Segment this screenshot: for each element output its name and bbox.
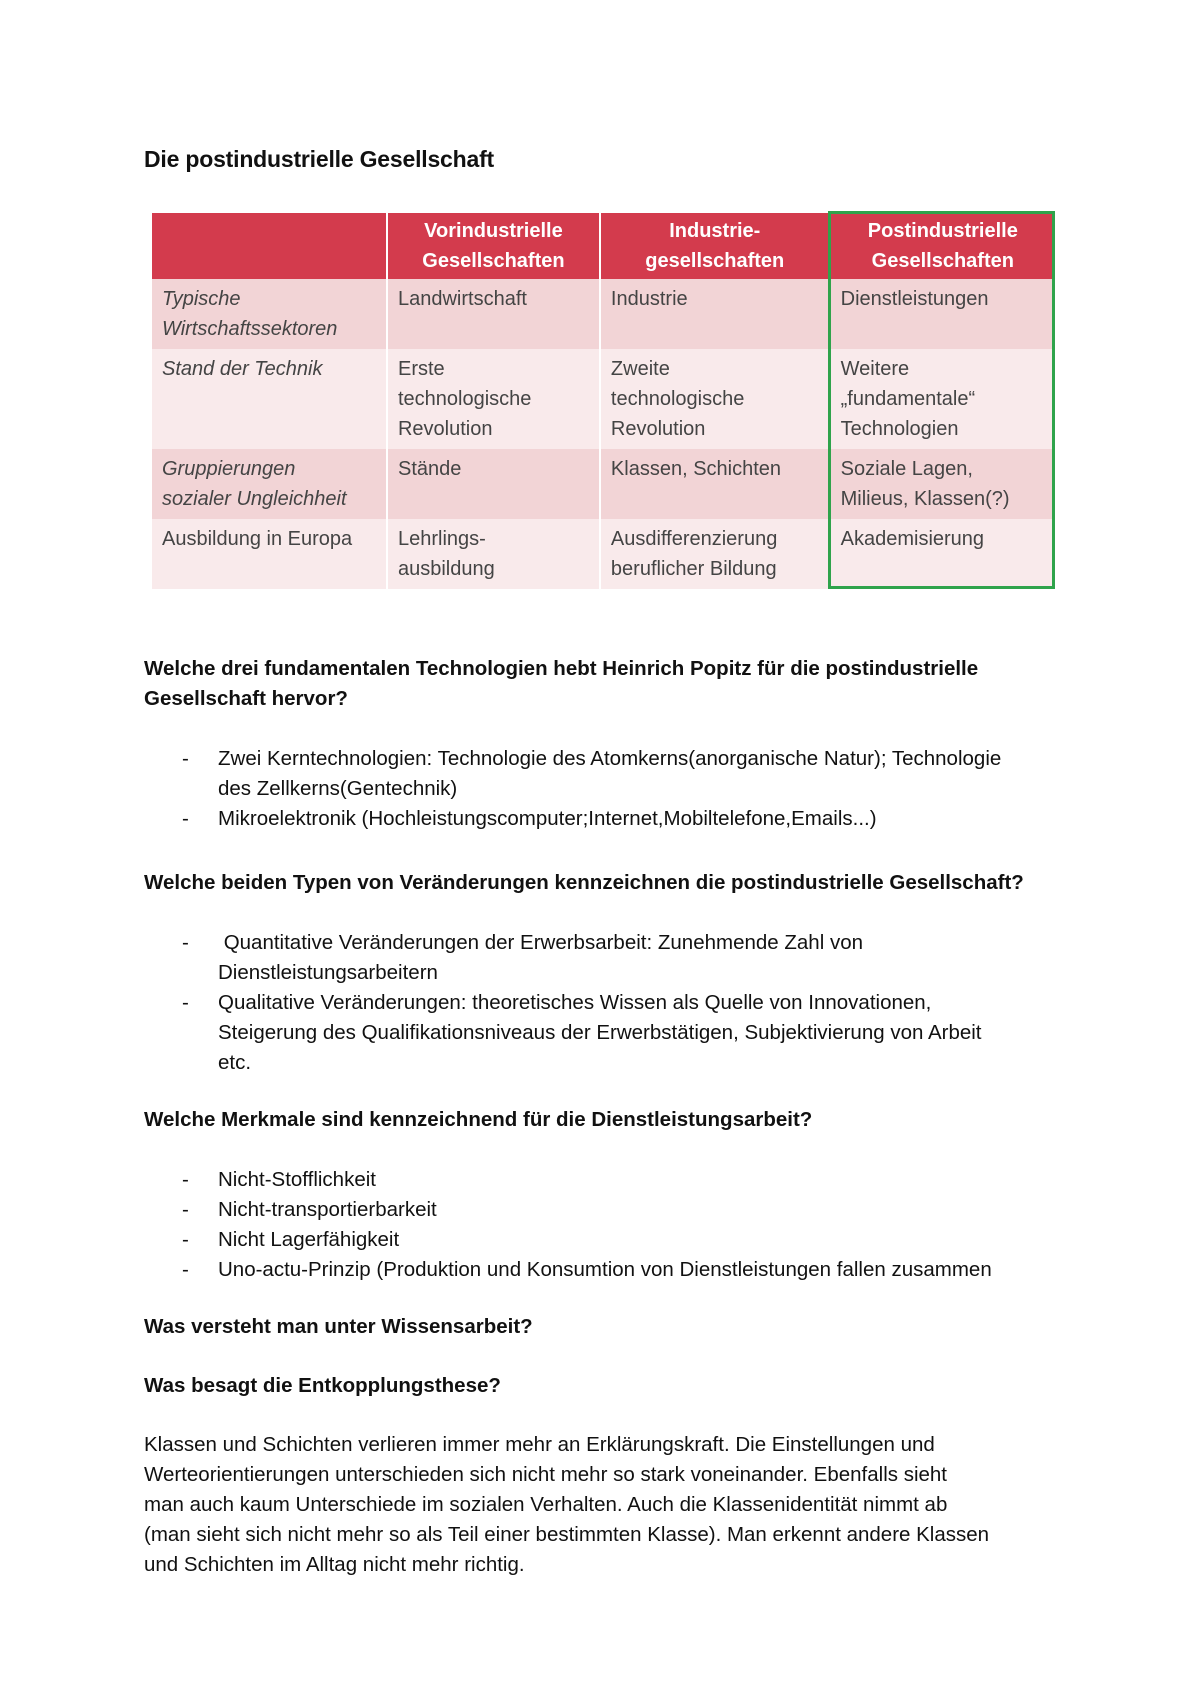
- cell-line: Typische: [162, 288, 241, 310]
- paragraph-line: Klassen und Schichten verlieren immer mehr an Erklärungskraft. Die Einstellungen und: [144, 1433, 935, 1456]
- answer-list: [144, 1165, 1084, 1285]
- question-heading: [144, 1371, 1084, 1401]
- item-line: - Nicht-transportierbarkeit: [218, 1198, 437, 1221]
- list-item: [144, 1225, 1084, 1255]
- comparison-table: [150, 213, 1057, 589]
- table-cell: [831, 349, 1055, 449]
- table-cell: [601, 349, 829, 449]
- question-block-4: [144, 1312, 1084, 1342]
- header-line: Vorindustrielle: [424, 220, 563, 242]
- list-item: [144, 988, 1084, 1078]
- cell-line: Dienstleistungen: [840, 288, 989, 310]
- cell-line: Erste: [397, 358, 445, 380]
- question-block-5: [144, 1371, 1084, 1401]
- comparison-table-wrapper: [150, 213, 1057, 593]
- header-line: Gesellschaften: [422, 250, 565, 272]
- list-item: [144, 804, 1084, 834]
- cell-line: sozialer Ungleichheit: [162, 488, 347, 510]
- question-line: Welche drei fundamentalen Technologien hebt Heinrich Popitz für die postindustrielle: [144, 657, 979, 680]
- header-line: gesellschaften: [645, 250, 785, 272]
- item-line: etc.: [218, 1051, 252, 1074]
- header-postindustrielle: [831, 213, 1055, 279]
- item-line: - Qualitative Veränderungen: theoretisches Wissen als Quelle von Innovationen,: [218, 991, 932, 1014]
- question-heading: [144, 654, 1084, 714]
- table-cell: [831, 519, 1055, 589]
- item-line: - Uno-actu-Prinzip (Produktion und Konsumtion von Dienstleistungen fallen zusammen: [218, 1258, 992, 1281]
- table-row: [152, 349, 1055, 449]
- page-title: Die postindustrielle Gesellschaft: [144, 146, 495, 172]
- item-line: Steigerung des Qualifikationsniveaus der Erwerbstätigen, Subjektivierung von Arbeit: [218, 1021, 982, 1044]
- table-cell: [388, 449, 599, 519]
- cell-line: Revolution: [397, 418, 493, 440]
- table-cell: [831, 279, 1055, 349]
- row-label: [152, 349, 386, 449]
- table-row: [152, 279, 1055, 349]
- row-label: [152, 449, 386, 519]
- paragraph-line: man auch kaum Unterschiede im sozialen Verhalten. Auch die Klassenidentität nimmt ab: [144, 1493, 948, 1516]
- header-line: Postindustrielle: [867, 220, 1018, 242]
- item-line: - Nicht Lagerfähigkeit: [218, 1228, 400, 1251]
- question-line: Welche Merkmale sind kennzeichnend für die Dienstleistungsarbeit?: [144, 1108, 813, 1131]
- question-heading: [144, 1312, 1084, 1342]
- cell-line: „fundamentale“: [840, 388, 976, 410]
- cell-line: Ausbildung in Europa: [162, 528, 353, 550]
- list-item: [144, 928, 1084, 988]
- item-line: - Mikroelektronik (Hochleistungscomputer;Internet,Mobiltelefone,Emails...): [218, 807, 877, 830]
- cell-line: technologische: [610, 388, 745, 410]
- row-label: [152, 279, 386, 349]
- question-heading: [144, 1105, 1084, 1135]
- list-item: [144, 1165, 1084, 1195]
- answer-list: [144, 744, 1084, 834]
- header-line: Industrie-: [669, 220, 761, 242]
- cell-line: Industrie: [610, 288, 688, 310]
- answer-paragraph: [144, 1430, 1084, 1580]
- cell-line: Ausdifferenzierung: [610, 528, 778, 550]
- cell-line: Wirtschaftssektoren: [162, 318, 338, 340]
- header-empty: [152, 213, 386, 279]
- header-industrie: [601, 213, 829, 279]
- question-heading: [144, 868, 1084, 898]
- cell-line: Akademisierung: [840, 528, 985, 550]
- table-header-row: [152, 213, 1055, 279]
- question-line: Welche beiden Typen von Veränderungen kennzeichnen die postindustrielle Gesellschaft?: [144, 871, 1024, 894]
- cell-line: Gruppierungen: [162, 458, 296, 480]
- table-row: [152, 449, 1055, 519]
- cell-line: beruflicher Bildung: [610, 558, 777, 580]
- table-cell: [831, 449, 1055, 519]
- cell-line: technologische: [397, 388, 532, 410]
- paragraph-line: (man sieht sich nicht mehr so als Teil einer bestimmten Klasse). Man erkennt andere Klassen: [144, 1523, 990, 1546]
- table-cell: [388, 279, 599, 349]
- table-cell: [388, 519, 599, 589]
- item-line: - Nicht-Stofflichkeit: [218, 1168, 376, 1191]
- cell-line: Klassen, Schichten: [610, 458, 782, 480]
- table-cell: [388, 349, 599, 449]
- table-cell: [601, 279, 829, 349]
- item-line: - Quantitative Veränderungen der Erwerbsarbeit: Zunehmende Zahl von: [218, 931, 863, 954]
- paragraph-line: und Schichten im Alltag nicht mehr richtig.: [144, 1553, 525, 1576]
- cell-line: Weitere: [840, 358, 910, 380]
- item-line: - Zwei Kerntechnologien: Technologie des Atomkerns(anorganische Natur); Technologie: [218, 747, 1002, 770]
- cell-line: Revolution: [610, 418, 706, 440]
- question-line: Was versteht man unter Wissensarbeit?: [144, 1315, 533, 1338]
- cell-line: Zweite: [610, 358, 670, 380]
- question-line: Gesellschaft hervor?: [144, 687, 348, 710]
- list-item: [144, 744, 1084, 804]
- table-cell: [601, 519, 829, 589]
- question-block-1: [144, 654, 1084, 834]
- header-vorindustrielle: [388, 213, 599, 279]
- cell-line: Stand der Technik: [162, 358, 323, 380]
- cell-line: Milieus, Klassen(?): [840, 488, 1010, 510]
- item-line: Dienstleistungsarbeitern: [218, 961, 438, 984]
- paragraph-line: Werteorientierungen unterschieden sich nicht mehr so stark voneinander. Ebenfalls sieht: [144, 1463, 947, 1486]
- question-block-2: [144, 868, 1084, 1078]
- item-line: des Zellkerns(Gentechnik): [218, 777, 458, 800]
- cell-line: Stände: [397, 458, 462, 480]
- row-label: [152, 519, 386, 589]
- cell-line: ausbildung: [397, 558, 495, 580]
- list-item: [144, 1255, 1084, 1285]
- cell-line: Technologien: [840, 418, 959, 440]
- cell-line: Soziale Lagen,: [840, 458, 973, 480]
- question-line: Was besagt die Entkopplungsthese?: [144, 1374, 501, 1397]
- cell-line: Lehrlings-: [397, 528, 486, 550]
- answer-list: [144, 928, 1084, 1078]
- list-item: [144, 1195, 1084, 1225]
- table-row: [152, 519, 1055, 589]
- cell-line: Landwirtschaft: [397, 288, 527, 310]
- header-line: Gesellschaften: [871, 250, 1014, 272]
- table-cell: [601, 449, 829, 519]
- question-block-3: [144, 1105, 1084, 1285]
